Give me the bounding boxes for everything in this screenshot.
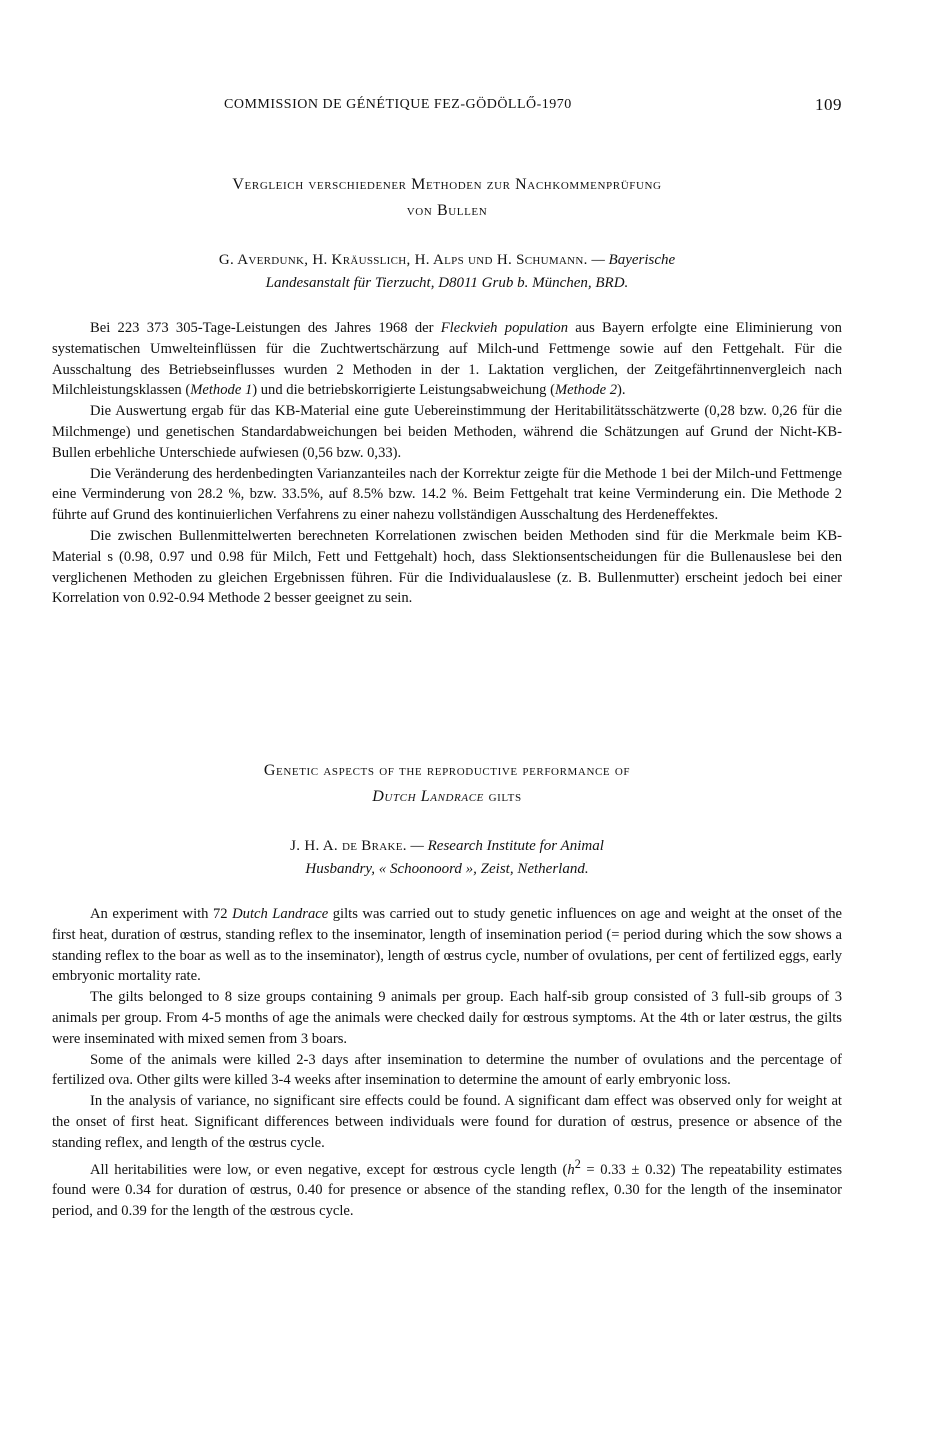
text-run: gilts was carried out to study genetic influences on age and weight at the onset of the first heat, duration of œstrus, standing reflex to the inseminator, length of insemination period (= period during which the sow shows a standing reflex to the boar as well as to the inseminator), length of œstrus cycle, number of ovulations, per cent of fertilized eggs, early embryonic mortality rate. (52, 906, 842, 985)
article1-author-names: G. Averdunk, H. Kräusslich, H. Alps und H. Schumann. (218, 252, 588, 268)
article1-affiliation (52, 272, 842, 295)
article2-paragraph: In the analysis of variance, no significant sire effects could be found. A significant dam effect was observed only for weight at the onset of first heat. Significant differences between individuals were found for duration of œstrus, presence or absence of the standing reflex, and length of the œstrus cycle. (52, 1093, 842, 1151)
article2-authors (52, 835, 842, 881)
article1-affiliation-start: — Bayerische (591, 252, 676, 268)
article1-author-line (52, 249, 842, 272)
article2-paragraph (52, 904, 842, 987)
article2-affiliation-start: — Research Institute for Animal (410, 838, 604, 854)
text-run: ). (617, 382, 626, 399)
article2-title-line1: Genetic aspects of the reproductive performance of (263, 762, 631, 779)
text-run: ) und die betriebskorrigierte Leistungsabweichung ( (252, 382, 555, 399)
article2-body (52, 904, 842, 1222)
text-run: All heritabilities were low, or even negative, except for œstrous cycle length ( (90, 1161, 568, 1178)
article1-paragraph: Die zwischen Bullenmittelwerten berechneten Korrelationen zwischen beiden Methoden sind für die Merkmale beim KB-Material s (0.98, 0.97 und 0.98 für Milch, Fett und Fettgehalt) hoch, dass Slektionsentscheidungen für die Bullenauslese bei den verglichenen Methoden zu gleichen Ergebnissen führen. Für die Individualauslese (z. B. Bullenmutter) erscheint jedoch bei einer Korrelation von 0.92-0.94 Methode 2 besser geeignet zu sein. (52, 527, 842, 607)
italic-run: h (567, 1161, 575, 1178)
article1-affiliation-line2: Landesanstalt für Tierzucht, D8011 Grub b. München, BRD. (265, 275, 629, 291)
article2-affiliation-line2: Husbandry, « Schoonoord », Zeist, Netherland. (305, 861, 589, 877)
article2-paragraph (52, 1154, 842, 1222)
article1-title-line1: Vergleich verschiedener Methoden zur Nachkommenprüfung (232, 176, 662, 193)
article1-paragraph (52, 318, 842, 401)
article1-title-line2: von Bullen (406, 202, 488, 219)
superscript-run: 2 (574, 1156, 581, 1171)
article1-body (52, 318, 842, 609)
italic-run: Fleckvieh population (440, 320, 569, 336)
article2-paragraph: Some of the animals were killed 2-3 days after insemination to determine the number of ovulations and the percentage of fertilized ova. Other gilts were killed 3-4 weeks after insemination to determine the amount of early embryonic loss. (52, 1051, 842, 1089)
article1-authors (52, 249, 842, 295)
text-run: = 0.33 ± 0.32) The repeatability estimates found were 0.34 for duration of œstrus, 0.40 for presence or absence of the standing reflex, 0.30 for the length of the inseminator period, and 0.39 for the length of the œstrous cycle. (52, 1161, 842, 1220)
text-run: An experiment with 72 (90, 906, 233, 922)
article2-author-names: J. H. A. de Brake. (290, 838, 407, 854)
article2-title (52, 758, 842, 810)
text-run: aus Bayern erfolgte eine Eliminierung von systematischen Umwelteinflüssen für die Zuchtwertschärzung auf Milch-und Fettmenge sowie auf den Fettgehalt. Für die Ausschaltung des Betriebseinflusses wurden 2 Methoden in der 1. Laktation verglichen, der Zeitgefährtinnenvergleich nach Milchleistungsklassen ( (52, 320, 842, 399)
italic-run: Methode 2 (554, 382, 617, 399)
running-head (52, 97, 842, 117)
article2-author-line (52, 835, 842, 858)
article2-title-italic: Dutch Landrace (372, 788, 484, 805)
text-run: Bei 223 373 305-Tage-Leistungen des Jahres 1968 der (90, 320, 441, 336)
article2-paragraph: The gilts belonged to 8 size groups containing 9 animals per group. Each half-sib group consisted of 3 full-sib groups of 3 animals per group. From 4-5 months of age the animals were checked daily for œstrous symptoms. At the 4th or later œstrus, the gilts were inseminated with mixed semen from 3 boars. (52, 989, 842, 1047)
article2-affiliation (52, 858, 842, 881)
running-head-title: COMMISSION DE GÉNÉTIQUE FEZ-GÖDÖLLŐ-1970 (224, 97, 572, 112)
page-number: 109 (815, 95, 842, 114)
italic-run: Methode 1 (190, 382, 253, 399)
article2-title-line2 (52, 784, 842, 810)
article2-title-rest: gilts (483, 788, 522, 805)
article1-title (52, 172, 842, 224)
article1-paragraph: Die Auswertung ergab für das KB-Material eine gute Uebereinstimmung der Heritabilitätsschätzwerte (0,28 bzw. 0,26 für die Milchmenge) und genetischen Standardabweichungen bei beiden Methoden, während die Schätzungen auf Grund der Nicht-KB-Bullen erbehliche Unterschiede aufwiesen (0,56 bzw. 0,33). (52, 403, 842, 461)
italic-run: Dutch Landrace (232, 906, 329, 922)
article1-paragraph: Die Veränderung des herdenbedingten Varianzanteiles nach der Korrektur zeigte für die Methode 1 bei der Milch-und Fettmenge eine Verminderung von 28.2 %, bzw. 33.5%, auf 8.5% bzw. 14.2 %. Beim Fettgehalt trat keine Verminderung ein. Die Methode 2 führte auf Grund des kontinuierlichen Verfahrens zu einer nahezu vollständigen Ausschaltung des Herdeneffektes. (52, 465, 842, 524)
